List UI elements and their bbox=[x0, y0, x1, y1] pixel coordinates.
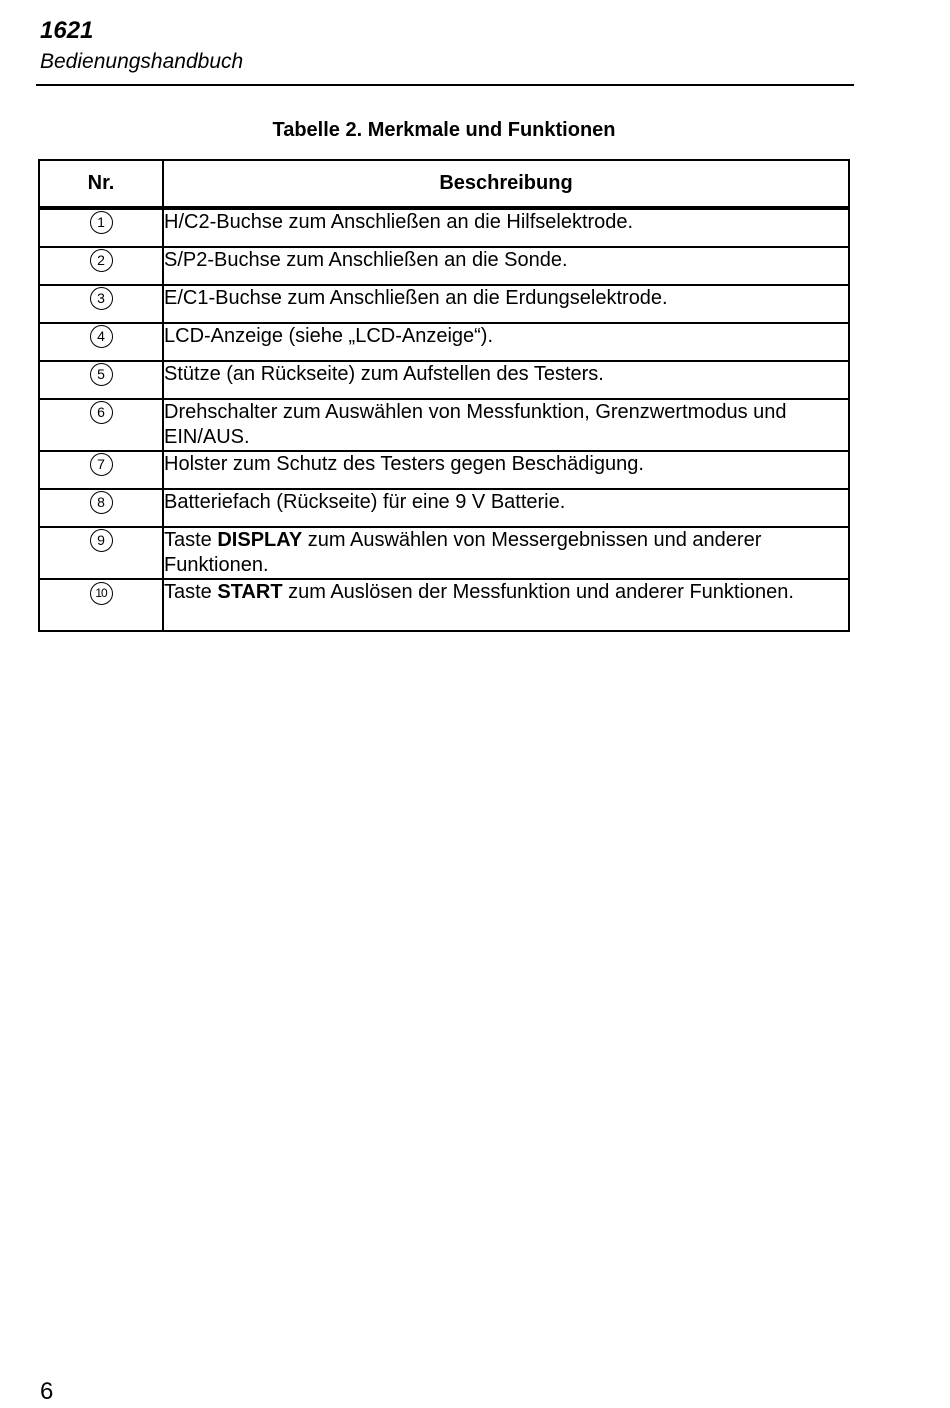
circled-number: 2 bbox=[90, 249, 113, 272]
table-row bbox=[39, 399, 849, 451]
page-number: 6 bbox=[40, 1378, 54, 1405]
table-row bbox=[39, 579, 849, 631]
table-row bbox=[39, 451, 849, 489]
table-row bbox=[39, 323, 849, 361]
row-description: Stütze (an Rückseite) zum Aufstellen des Testers. bbox=[163, 361, 849, 399]
table-row bbox=[39, 489, 849, 527]
header-divider bbox=[36, 84, 854, 86]
row-number-cell bbox=[39, 285, 163, 323]
circled-number: 10 bbox=[90, 582, 113, 605]
features-table bbox=[38, 159, 850, 632]
circled-number: 6 bbox=[90, 401, 113, 424]
row-description: E/C1-Buchse zum Anschließen an die Erdungselektrode. bbox=[163, 285, 849, 323]
row-description: LCD-Anzeige (siehe „LCD-Anzeige“). bbox=[163, 323, 849, 361]
row-description: Drehschalter zum Auswählen von Messfunktion, Grenzwertmodus und EIN/AUS. bbox=[163, 399, 849, 451]
table-row bbox=[39, 247, 849, 285]
circled-number: 7 bbox=[90, 453, 113, 476]
circled-number: 9 bbox=[90, 529, 113, 552]
row-description: Batteriefach (Rückseite) für eine 9 V Batterie. bbox=[163, 489, 849, 527]
table-row bbox=[39, 285, 849, 323]
document-subtitle: Bedienungshandbuch bbox=[40, 50, 244, 73]
row-description: Taste START zum Auslösen der Messfunktion und anderer Funktionen. bbox=[163, 579, 849, 631]
document-number: 1621 bbox=[40, 17, 94, 44]
row-number-cell bbox=[39, 579, 163, 631]
table-row bbox=[39, 361, 849, 399]
row-description: Taste DISPLAY zum Auswählen von Messergebnissen und anderer Funktionen. bbox=[163, 527, 849, 579]
table-row bbox=[39, 527, 849, 579]
circled-number: 8 bbox=[90, 491, 113, 514]
row-number-cell bbox=[39, 361, 163, 399]
row-number-cell bbox=[39, 247, 163, 285]
circled-number: 4 bbox=[90, 325, 113, 348]
column-header-nr: Nr. bbox=[39, 160, 163, 208]
column-header-description: Beschreibung bbox=[163, 160, 849, 208]
table-header-row bbox=[39, 160, 849, 208]
row-description: Holster zum Schutz des Testers gegen Beschädigung. bbox=[163, 451, 849, 489]
circled-number: 5 bbox=[90, 363, 113, 386]
row-number-cell bbox=[39, 489, 163, 527]
row-number-cell bbox=[39, 323, 163, 361]
row-description: H/C2-Buchse zum Anschließen an die Hilfselektrode. bbox=[163, 208, 849, 247]
circled-number: 3 bbox=[90, 287, 113, 310]
circled-number: 1 bbox=[90, 211, 113, 234]
table-row bbox=[39, 208, 849, 247]
table-caption: Tabelle 2. Merkmale und Funktionen bbox=[272, 119, 616, 141]
row-description: S/P2-Buchse zum Anschließen an die Sonde. bbox=[163, 247, 849, 285]
row-number-cell bbox=[39, 527, 163, 579]
row-number-cell bbox=[39, 208, 163, 247]
row-number-cell bbox=[39, 399, 163, 451]
row-number-cell bbox=[39, 451, 163, 489]
